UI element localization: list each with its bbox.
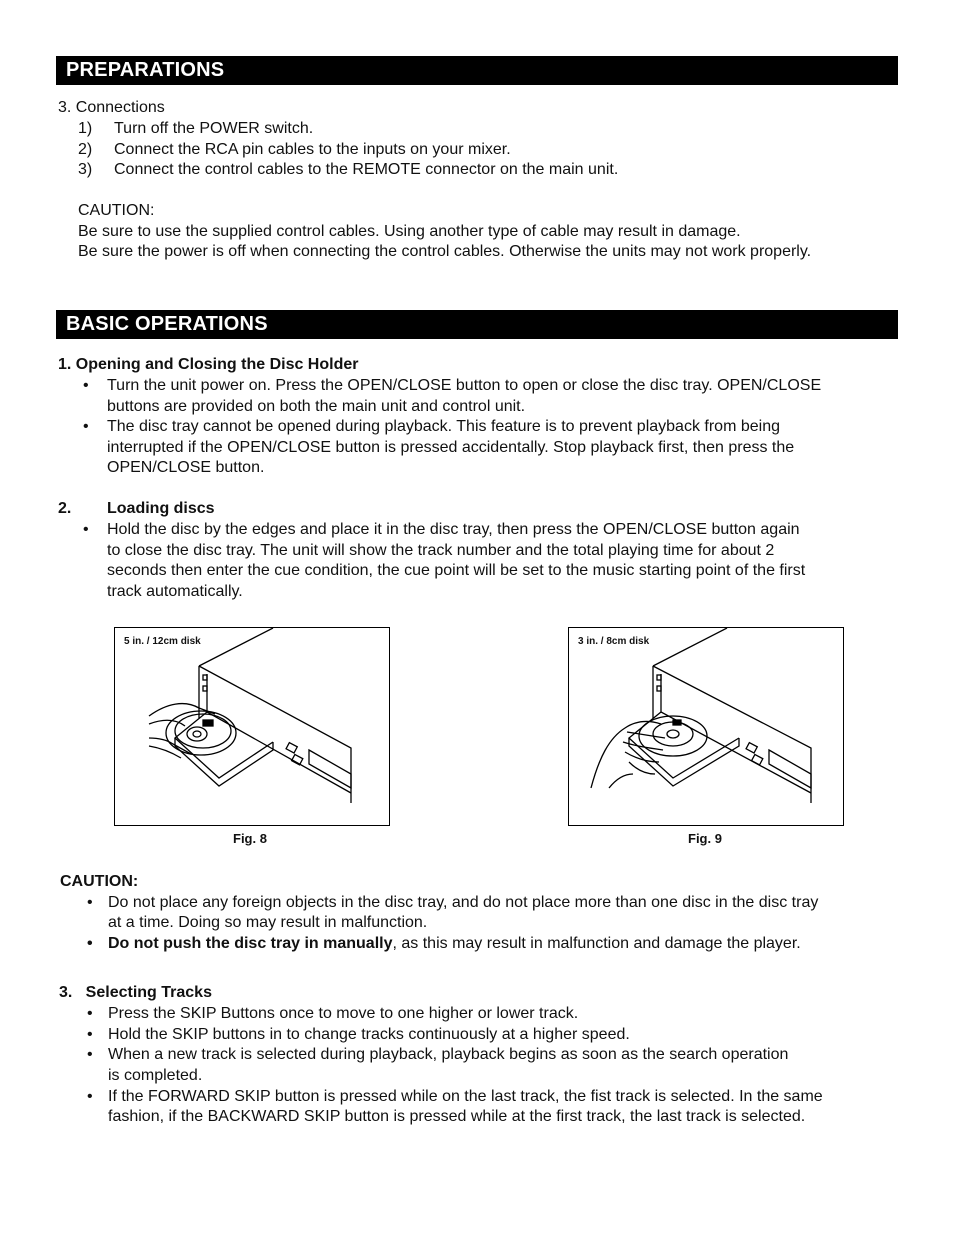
bold-warning: Do not push the disc tray in manually (108, 935, 393, 952)
bullet-text: Hold the SKIP buttons in to change tracks continuously at a higher speed. (108, 1026, 630, 1043)
bullet-icon: • (87, 1005, 93, 1022)
figure-9-box (568, 627, 844, 826)
bullet-text: at a time. Doing so may result in malfunction. (108, 914, 428, 931)
figure-8-title: 5 in. / 12cm disk (124, 636, 201, 647)
basic-operations-heading: BASIC OPERATIONS (56, 310, 898, 339)
figure-9-title: 3 in. / 8cm disk (578, 636, 650, 647)
bullet-text: OPEN/CLOSE button. (107, 459, 265, 476)
bullet-text: If the FORWARD SKIP button is pressed while on the last track, the fist track is selected. In the same (108, 1088, 823, 1105)
step-number: 1) (78, 120, 93, 137)
bullet-text: to close the disc tray. The unit will show the track number and the total playing time for about 2 (107, 542, 775, 559)
bullet-text: seconds then enter the cue condition, the cue point will be set to the music starting point of the first (107, 562, 806, 579)
connections-subheading: 3. Connections (58, 99, 165, 116)
bullet-text: Press the SKIP Buttons once to move to one higher or lower track. (108, 1005, 579, 1022)
bullet-text (108, 934, 801, 954)
bullet-text: track automatically. (107, 583, 243, 600)
caution-line: Be sure to use the supplied control cables. Using another type of cable may result in damage. (78, 223, 741, 240)
bullet-icon: • (87, 935, 93, 952)
cd-player-loading-12cm-illustration (115, 628, 388, 824)
bullet-text: interrupted if the OPEN/CLOSE button is pressed accidentally. Stop playback first, then press the (107, 439, 795, 456)
step-text: Connect the control cables to the REMOTE connector on the main unit. (114, 161, 619, 178)
bullet-text: is completed. (108, 1067, 203, 1084)
figure-8-caption: Fig. 8 (233, 831, 267, 846)
bullet-text: buttons are provided on both the main unit and control unit. (107, 398, 526, 415)
figure-9-caption: Fig. 9 (688, 831, 722, 846)
section-number: 2. (58, 500, 72, 517)
cd-player-loading-8cm-illustration (569, 628, 842, 824)
caution-label: CAUTION: (78, 202, 155, 219)
bullet-icon: • (87, 1088, 93, 1105)
figure-8-box (114, 627, 390, 826)
section-title: 3. Selecting Tracks (59, 984, 212, 1001)
caution-line: Be sure the power is off when connecting the control cables. Otherwise the units may not work properly. (78, 243, 812, 260)
bullet-icon: • (83, 521, 89, 538)
bullet-text: Do not place any foreign objects in the disc tray, and do not place more than one disc in the disc tray (108, 894, 819, 911)
bullet-text: Turn the unit power on. Press the OPEN/CLOSE button to open or close the disc tray. OPEN/CLOSE (107, 377, 822, 394)
step-text: Connect the RCA pin cables to the inputs on your mixer. (114, 141, 511, 158)
preparations-heading: PREPARATIONS (56, 56, 898, 85)
section-title: 1. Opening and Closing the Disc Holder (58, 356, 359, 373)
bullet-text: When a new track is selected during playback, playback begins as soon as the search operation (108, 1046, 789, 1063)
bullet-icon: • (83, 418, 89, 435)
step-text: Turn off the POWER switch. (114, 120, 314, 137)
step-number: 2) (78, 141, 93, 158)
bullet-icon: • (87, 1026, 93, 1043)
bullet-icon: • (83, 377, 89, 394)
section-title: Loading discs (107, 500, 215, 517)
bullet-icon: • (87, 1046, 93, 1063)
bullet-icon: • (87, 894, 93, 911)
warning-rest: , as this may result in malfunction and damage the player. (392, 935, 801, 952)
bullet-text: fashion, if the BACKWARD SKIP button is pressed while at the first track, the last track is selected. (108, 1108, 806, 1125)
step-number: 3) (78, 161, 93, 178)
bullet-text: The disc tray cannot be opened during playback. This feature is to prevent playback from being (107, 418, 780, 435)
bullet-text: Hold the disc by the edges and place it in the disc tray, then press the OPEN/CLOSE button again (107, 521, 800, 538)
caution-label: CAUTION: (60, 873, 139, 890)
